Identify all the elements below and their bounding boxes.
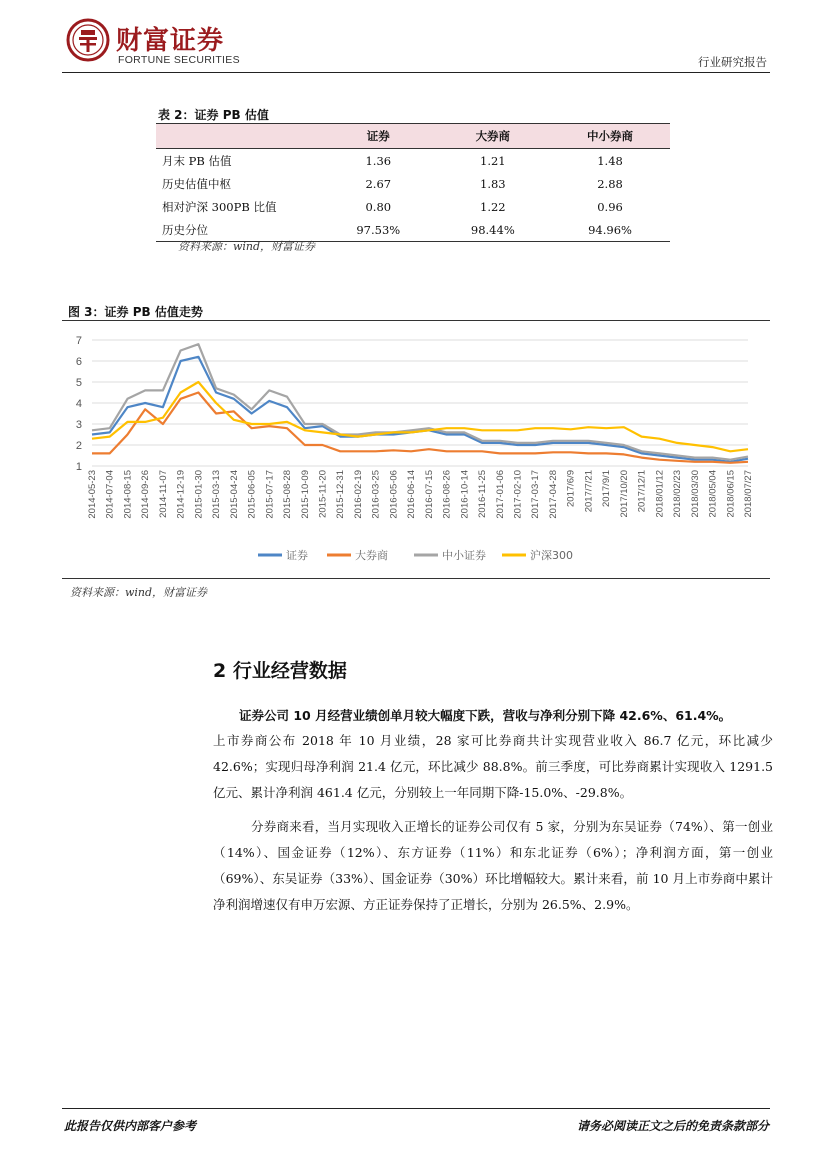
legend-label: 证券 bbox=[286, 549, 308, 562]
table-cell: 0.80 bbox=[365, 199, 392, 214]
y-tick-label: 4 bbox=[75, 398, 82, 410]
x-tick-label: 2016-11-25 bbox=[477, 470, 489, 518]
x-tick-label: 2014-07-04 bbox=[104, 470, 116, 519]
x-tick-label: 2016-08-26 bbox=[441, 470, 453, 519]
summary-headline: 证券公司 10 月经营业绩创单月较大幅度下跌，营收与净利分别下降 42.6%、61.4%。 bbox=[239, 708, 732, 723]
y-tick-label: 6 bbox=[75, 356, 82, 368]
table-cell: 0.96 bbox=[597, 199, 623, 214]
table-source-note: 资料来源：wind，财富证券 bbox=[178, 240, 316, 253]
table-header-cell: 中小券商 bbox=[550, 124, 670, 149]
table-row bbox=[156, 172, 670, 195]
table-cell: 1.83 bbox=[480, 176, 506, 191]
logo-chinese-name: 财富证券 bbox=[116, 26, 225, 56]
x-tick-label: 2017/7/21 bbox=[583, 470, 595, 513]
x-tick-label: 2014-05-23 bbox=[87, 470, 98, 519]
table-cell: 2.67 bbox=[365, 176, 392, 191]
x-tick-label: 2017-04-28 bbox=[547, 470, 559, 519]
table-cell: 97.53% bbox=[321, 218, 436, 242]
x-tick-label: 2015-08-28 bbox=[282, 470, 294, 519]
x-tick-label: 2015-03-13 bbox=[211, 470, 223, 519]
legend-label: 沪深300 bbox=[530, 549, 573, 562]
seal-icon bbox=[66, 18, 110, 62]
table-cell: 1.36 bbox=[365, 153, 392, 168]
y-tick-label: 7 bbox=[75, 335, 82, 347]
row-label: 月末 PB 估值 bbox=[162, 153, 232, 168]
x-tick-label: 2018/03/30 bbox=[689, 470, 701, 518]
x-tick-label: 2015-06-05 bbox=[246, 470, 258, 519]
x-tick-label: 2016-03-25 bbox=[370, 470, 382, 519]
x-tick-label: 2015-11-20 bbox=[317, 470, 329, 518]
x-tick-label: 2014-12-19 bbox=[175, 470, 187, 519]
figure-top-rule bbox=[62, 320, 770, 321]
table-row bbox=[156, 149, 670, 173]
y-tick-label: 3 bbox=[75, 419, 82, 431]
table-header-row bbox=[156, 124, 670, 149]
x-tick-label: 2017/12/1 bbox=[636, 470, 648, 513]
table-cell: 1.48 bbox=[597, 153, 623, 168]
series-line-中小证券 bbox=[92, 344, 748, 460]
header-divider bbox=[62, 72, 770, 73]
logo-english-name: FORTUNE SECURITIES bbox=[118, 54, 240, 66]
series-line-沪深300 bbox=[92, 382, 748, 451]
report-type-label: 行业研究报告 bbox=[698, 55, 767, 69]
pb-valuation-table bbox=[156, 123, 670, 242]
body-paragraph-1: 上市券商公布 2018 年 10 月业绩，28 家可比券商共计实现营业收入 86.7 亿元，环比减少 42.6%；实现归母净利润 21.4 亿元，环比减少 88.8%。前三季度，可比券商累计实现收入 1291.5 亿元、累计净利润 461.4 亿元，分别较上一年同期下降-15.0%、-29.8%。 bbox=[213, 733, 773, 800]
x-tick-label: 2016-05-06 bbox=[388, 470, 400, 519]
x-tick-label: 2018/02/23 bbox=[672, 470, 684, 518]
row-label: 历史分位 bbox=[156, 218, 321, 242]
table-cell: 94.96% bbox=[550, 218, 670, 242]
x-tick-label: 2017/9/1 bbox=[601, 470, 613, 507]
x-tick-label: 2014-11-07 bbox=[157, 470, 169, 518]
legend-label: 大券商 bbox=[355, 549, 388, 562]
x-tick-label: 2014-08-15 bbox=[122, 470, 134, 519]
section-title: 2 行业经营数据 bbox=[213, 660, 347, 682]
pb-trend-chart bbox=[62, 322, 770, 576]
table-header-cell bbox=[156, 124, 321, 149]
figure-bottom-rule bbox=[62, 578, 770, 579]
series-line-证券 bbox=[92, 357, 748, 462]
x-tick-label: 2016-06-14 bbox=[406, 470, 418, 519]
company-logo bbox=[66, 18, 266, 70]
x-tick-label: 2017-02-10 bbox=[512, 470, 524, 519]
body-paragraph-2: 分券商来看，当月实现收入正增长的证券公司仅有 5 家，分别为东吴证券（74%）、第一创业（14%）、国金证券（12%）、东方证券（11%）和东北证券（6%）；净利润方面，第一创业（69%）、东吴证券（33%）、国金证券（30%）环比增幅较大。累计来看，前 10 月上市券商中累计净利润增速仅有申万宏源、方正证券保持了正增长，分别为 26.5%、2.9%。 bbox=[213, 819, 773, 912]
x-tick-label: 2018/05/04 bbox=[707, 470, 719, 518]
footer-disclaimer-right: 请务必阅读正文之后的免责条款部分 bbox=[576, 1119, 769, 1133]
table-header-cell: 大券商 bbox=[436, 124, 551, 149]
x-tick-label: 2017-01-06 bbox=[494, 470, 506, 519]
x-tick-label: 2018/06/15 bbox=[725, 470, 737, 518]
table-cell: 98.44% bbox=[436, 218, 551, 242]
x-tick-label: 2015-10-09 bbox=[299, 470, 311, 519]
y-tick-label: 2 bbox=[75, 440, 82, 452]
x-tick-label: 2017/6/9 bbox=[565, 470, 577, 507]
x-tick-label: 2016-07-15 bbox=[423, 470, 435, 519]
table-cell: 1.22 bbox=[480, 199, 506, 214]
table-caption: 表 2：证券 PB 估值 bbox=[158, 108, 269, 122]
figure-caption: 图 3：证券 PB 估值走势 bbox=[68, 305, 203, 319]
figure-source-note: 资料来源：wind，财富证券 bbox=[70, 586, 208, 599]
footer-divider bbox=[62, 1108, 770, 1109]
x-tick-label: 2018/07/27 bbox=[743, 470, 754, 518]
y-tick-label: 1 bbox=[75, 461, 82, 473]
table-cell: 1.21 bbox=[480, 153, 506, 168]
x-tick-label: 2016-02-19 bbox=[352, 470, 364, 519]
x-tick-label: 2017-03-17 bbox=[530, 470, 542, 519]
x-tick-label: 2015-01-30 bbox=[193, 470, 205, 519]
row-label: 相对沪深 300PB 比值 bbox=[162, 199, 277, 214]
x-tick-label: 2018/01/12 bbox=[654, 470, 666, 518]
x-tick-label: 2014-09-26 bbox=[140, 470, 152, 519]
x-tick-label: 2015-12-31 bbox=[335, 470, 347, 519]
x-tick-label: 2015-04-24 bbox=[228, 470, 240, 519]
table-row bbox=[156, 195, 670, 218]
table-cell: 2.88 bbox=[597, 176, 623, 191]
table-header-cell: 证券 bbox=[321, 124, 436, 149]
y-tick-label: 5 bbox=[75, 377, 82, 389]
x-tick-label: 2017/10/20 bbox=[618, 470, 630, 518]
row-label: 历史估值中枢 bbox=[162, 176, 231, 191]
x-tick-label: 2016-10-14 bbox=[459, 470, 471, 519]
legend-label: 中小证券 bbox=[442, 549, 486, 562]
footer-disclaimer-left: 此报告仅供内部客户参考 bbox=[64, 1119, 197, 1133]
x-tick-label: 2015-07-17 bbox=[264, 470, 276, 519]
